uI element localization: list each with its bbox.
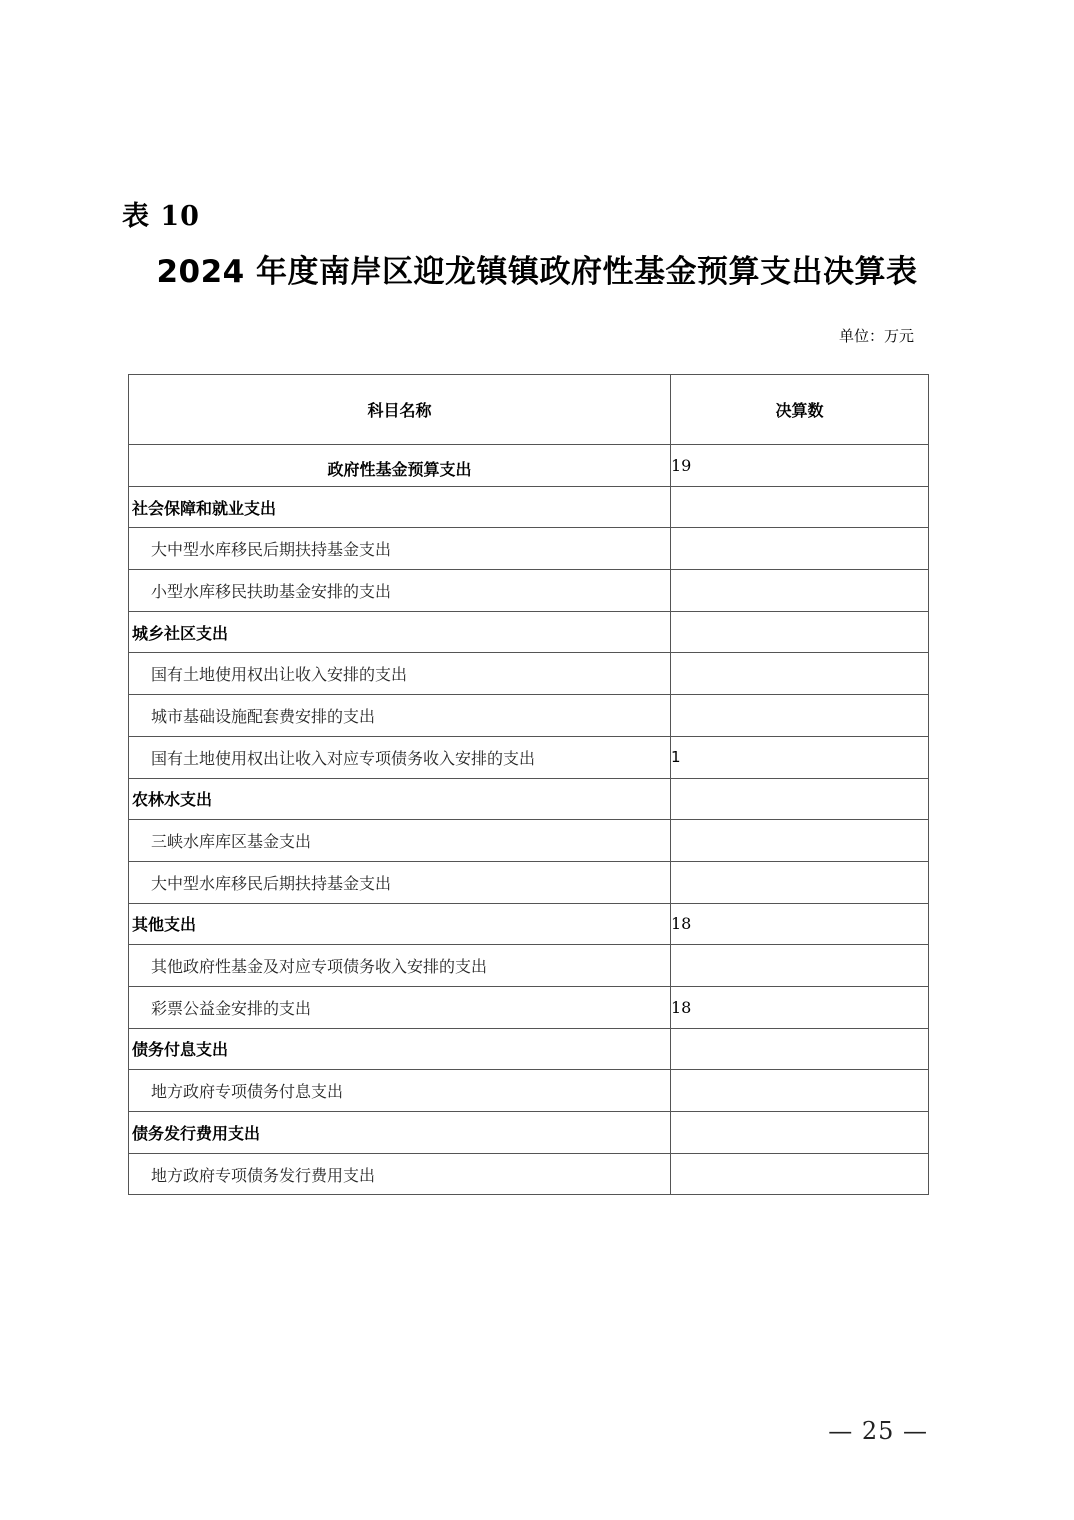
row-name: 大中型水库移民后期扶持基金支出 xyxy=(129,861,671,903)
table-row xyxy=(129,695,929,737)
row-value xyxy=(671,861,929,903)
row-name: 国有土地使用权出让收入对应专项债务收入安排的支出 xyxy=(129,736,671,778)
row-name: 彩票公益金安排的支出 xyxy=(129,986,671,1028)
table-row xyxy=(129,570,929,612)
row-value xyxy=(671,1112,929,1154)
row-value xyxy=(671,1028,929,1070)
table-row xyxy=(129,1112,929,1154)
row-value xyxy=(671,528,929,570)
table-row xyxy=(129,528,929,570)
row-value xyxy=(671,1153,929,1195)
table-label: 表 10 xyxy=(122,201,200,232)
page-title: 2024 年度南岸区迎龙镇镇政府性基金预算支出决算表 xyxy=(156,254,918,290)
row-value: 1 xyxy=(671,736,929,778)
table-row xyxy=(129,486,929,528)
row-value xyxy=(671,486,929,528)
table-row xyxy=(129,611,929,653)
row-value xyxy=(671,570,929,612)
table-row xyxy=(129,1153,929,1195)
row-name: 农林水支出 xyxy=(129,778,671,820)
row-value: 19 xyxy=(671,445,929,487)
row-name: 其他支出 xyxy=(129,903,671,945)
header-name: 科目名称 xyxy=(129,375,671,445)
expenditure-table xyxy=(128,374,929,1195)
table-row xyxy=(129,1028,929,1070)
row-name: 三峡水库库区基金支出 xyxy=(129,820,671,862)
table-row xyxy=(129,820,929,862)
table-row xyxy=(129,736,929,778)
row-value xyxy=(671,1070,929,1112)
table-body xyxy=(129,445,929,1195)
row-name: 地方政府专项债务付息支出 xyxy=(129,1070,671,1112)
table-row xyxy=(129,903,929,945)
table-row xyxy=(129,445,929,487)
row-name: 小型水库移民扶助基金安排的支出 xyxy=(129,570,671,612)
row-name: 政府性基金预算支出 xyxy=(129,445,671,487)
row-value xyxy=(671,653,929,695)
table-row xyxy=(129,861,929,903)
row-name: 大中型水库移民后期扶持基金支出 xyxy=(129,528,671,570)
row-name: 债务付息支出 xyxy=(129,1028,671,1070)
table-row xyxy=(129,1070,929,1112)
row-name: 债务发行费用支出 xyxy=(129,1112,671,1154)
row-name: 地方政府专项债务发行费用支出 xyxy=(129,1153,671,1195)
row-value: 18 xyxy=(671,903,929,945)
table-row xyxy=(129,986,929,1028)
table-header-row xyxy=(129,375,929,445)
row-name: 城乡社区支出 xyxy=(129,611,671,653)
unit-label: 单位：万元 xyxy=(838,327,914,345)
table-row xyxy=(129,653,929,695)
row-value xyxy=(671,611,929,653)
row-value: 18 xyxy=(671,986,929,1028)
row-value xyxy=(671,695,929,737)
page-number: — 25 — xyxy=(828,1417,928,1445)
table-row xyxy=(129,778,929,820)
table-row xyxy=(129,945,929,987)
row-name: 国有土地使用权出让收入安排的支出 xyxy=(129,653,671,695)
row-value xyxy=(671,820,929,862)
row-name: 社会保障和就业支出 xyxy=(129,486,671,528)
row-name: 城市基础设施配套费安排的支出 xyxy=(129,695,671,737)
row-value xyxy=(671,778,929,820)
row-value xyxy=(671,945,929,987)
header-value: 决算数 xyxy=(671,375,929,445)
row-name: 其他政府性基金及对应专项债务收入安排的支出 xyxy=(129,945,671,987)
